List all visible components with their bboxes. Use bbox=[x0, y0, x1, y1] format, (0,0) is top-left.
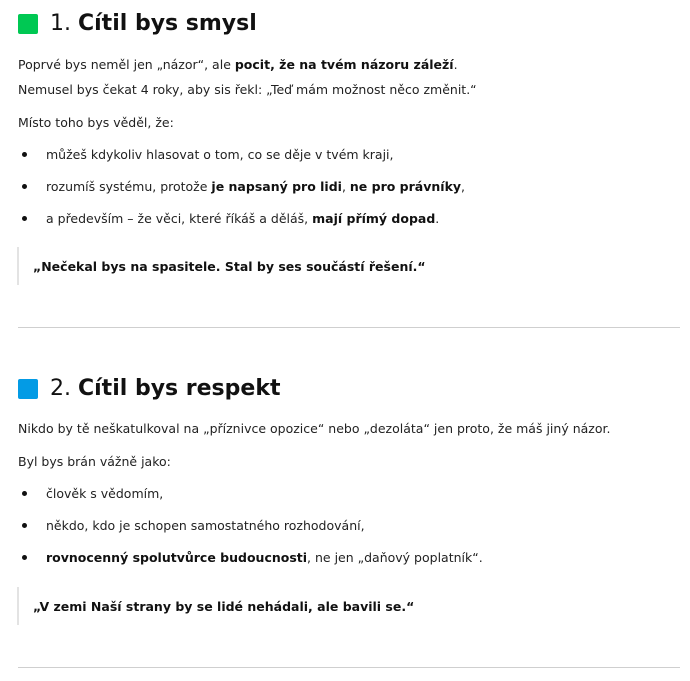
section-2-paragraph-1: Nikdo by tě neškatulkoval na „příznivce opozice“ nebo „dezoláta“ jen proto, že máš jiný názor. bbox=[18, 421, 611, 436]
list-item bbox=[46, 179, 465, 195]
section-2-quote: „V zemi Naší strany by se lidé nehádali, ale bavili se.“ bbox=[33, 599, 415, 614]
bullet-icon bbox=[22, 523, 27, 528]
divider bbox=[18, 327, 680, 328]
text-run: někdo, kdo je schopen samostatného rozhodování, bbox=[46, 518, 365, 533]
bullet-icon bbox=[22, 491, 27, 496]
bullet-icon bbox=[22, 152, 27, 157]
text-run: můžeš kdykoliv hlasovat o tom, co se děje v tvém kraji, bbox=[46, 147, 394, 162]
section-1-number: 1. bbox=[50, 11, 71, 36]
section-1-paragraph-2: Nemusel bys čekat 4 roky, aby sis řekl: „Teď mám možnost něco změnit.“ bbox=[18, 82, 477, 97]
divider bbox=[18, 667, 680, 668]
section-1-title: Cítil bys smysl bbox=[78, 11, 257, 36]
bold-text-run: rovnocenný spolutvůrce budoucnosti bbox=[46, 550, 308, 565]
list-item bbox=[46, 550, 483, 566]
text-run: . bbox=[435, 211, 440, 226]
green-square-icon bbox=[18, 14, 38, 34]
bullet-icon bbox=[22, 216, 27, 221]
text-run: rozumíš systému, protože bbox=[46, 179, 212, 194]
text-run: , ne jen „daňový poplatník“. bbox=[307, 550, 483, 565]
section-2-number: 2. bbox=[50, 376, 71, 401]
section-2-title: Cítil bys respekt bbox=[78, 376, 281, 401]
bold-text-run: mají přímý dopad bbox=[312, 211, 436, 226]
list-item bbox=[46, 147, 394, 163]
section-1-paragraph-1 bbox=[18, 57, 458, 73]
bullet-icon bbox=[22, 184, 27, 189]
list-item bbox=[46, 211, 439, 227]
text-run: , bbox=[341, 179, 350, 194]
bold-text-run: pocit, že na tvém názoru záleží bbox=[234, 57, 454, 72]
section-1-heading bbox=[18, 11, 257, 36]
list-item bbox=[46, 486, 163, 502]
text-run: Poprvé bys neměl jen „názor“, ale bbox=[18, 57, 235, 72]
section-2-intro: Byl bys brán vážně jako: bbox=[18, 454, 171, 469]
bullet-icon bbox=[22, 555, 27, 560]
section-1-quote: „Nečekal bys na spasitele. Stal by ses součástí řešení.“ bbox=[33, 259, 426, 274]
section-1-intro: Místo toho bys věděl, že: bbox=[18, 115, 174, 130]
bold-text-run: ne pro právníky bbox=[349, 179, 462, 194]
blue-square-icon bbox=[18, 379, 38, 399]
blockquote-bar bbox=[17, 247, 19, 285]
bold-text-run: je napsaný pro lidi bbox=[211, 179, 342, 194]
blockquote-bar bbox=[17, 587, 19, 625]
text-run: a především – že věci, které říkáš a děláš, bbox=[46, 211, 313, 226]
text-run: , bbox=[461, 179, 466, 194]
list-item bbox=[46, 518, 365, 534]
text-run: člověk s vědomím, bbox=[46, 486, 164, 501]
text-run: . bbox=[453, 57, 458, 72]
section-2-heading bbox=[18, 376, 280, 401]
